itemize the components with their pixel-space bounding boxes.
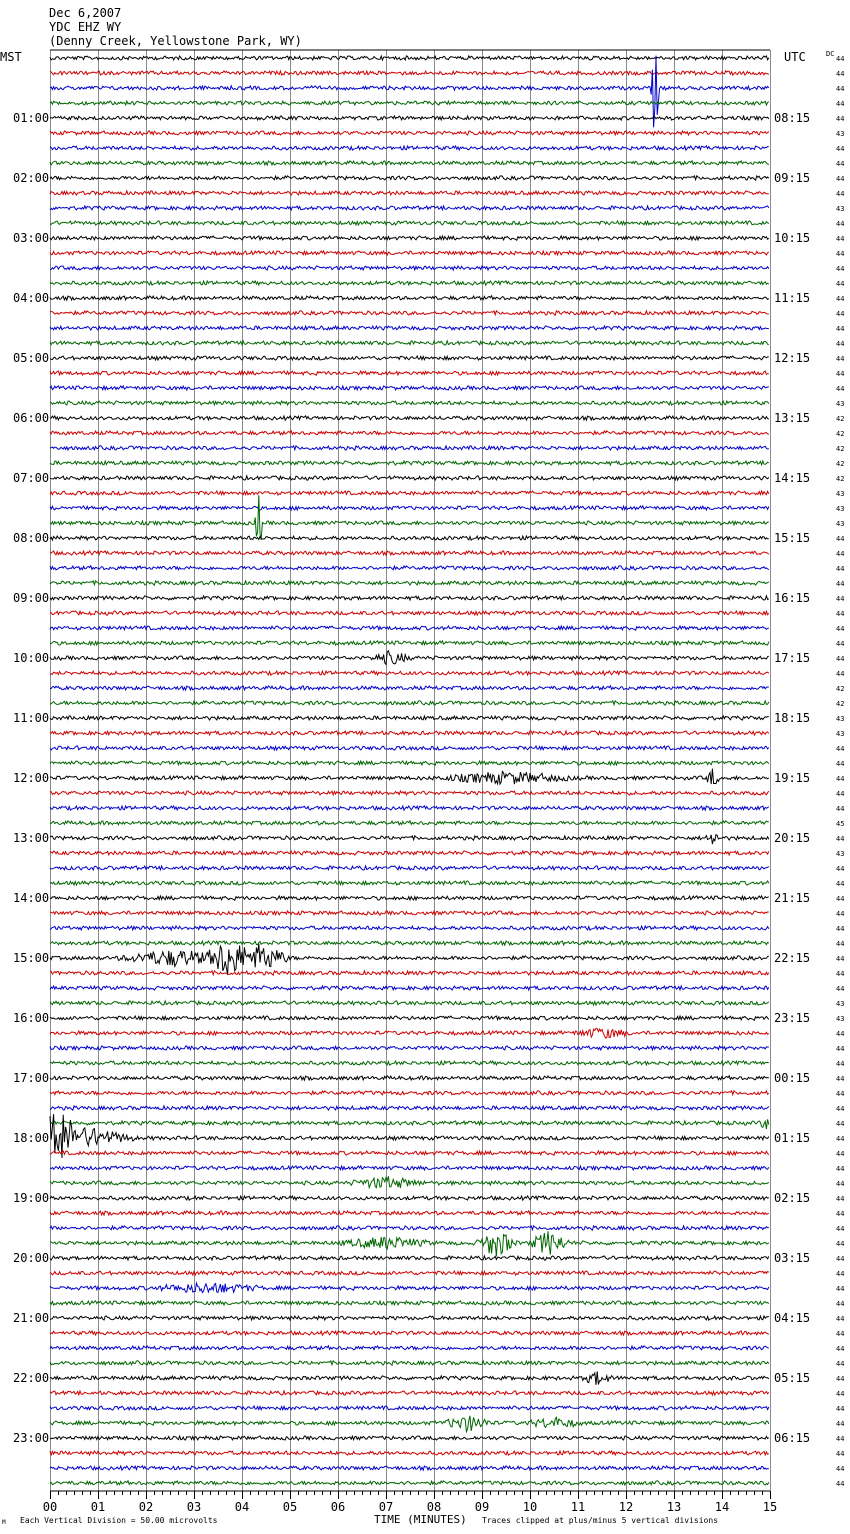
x-tick-label: 02 [138,1500,154,1514]
dc-value: 44 [836,235,845,243]
scale-note: Each Vertical Division = 50.00 microvolts [20,1516,218,1525]
seismic-trace [50,626,769,630]
dc-value: 44 [836,1210,845,1218]
mst-hour-label: 03:00 [13,231,50,245]
dc-value: 44 [836,970,845,978]
dc-value: 43 [836,400,845,408]
utc-hour-label: 03:15 [774,1251,811,1265]
dc-value: 44 [836,1240,845,1248]
corner-mark: M [2,1519,6,1526]
dc-value: 44 [836,1285,845,1293]
seismic-trace [50,1106,769,1110]
seismic-trace [50,1076,769,1080]
seismic-trace [50,806,769,810]
dc-value: 44 [836,1360,845,1368]
dc-value: 44 [836,1465,845,1473]
seismic-trace [50,596,769,600]
dc-value: 43 [836,730,845,738]
dc-value: 44 [836,1165,845,1173]
dc-value: 44 [836,325,845,333]
seismic-trace [50,1176,769,1188]
dc-value: 43 [836,505,845,513]
dc-value: 44 [836,1300,845,1308]
seismic-trace [50,641,769,645]
seismic-trace [50,566,769,570]
utc-hour-label: 23:15 [774,1011,811,1025]
x-tick-label: 08 [426,1500,442,1514]
dc-value: 44 [836,670,845,678]
dc-value: 42 [836,685,845,693]
mst-hour-label: 01:00 [13,111,50,125]
seismic-trace [50,1211,769,1215]
dc-value: 44 [836,175,845,183]
seismic-trace [50,1416,769,1432]
mst-hour-labels [13,111,49,1445]
utc-hour-label: 13:15 [774,411,811,425]
dc-value: 44 [836,1420,845,1428]
seismic-trace [50,56,769,128]
mst-hour-label: 12:00 [13,771,50,785]
seismic-trace [50,491,769,495]
dc-value: 44 [836,565,845,573]
dc-value: 44 [836,1030,845,1038]
dc-value: 44 [836,115,845,123]
utc-hour-labels [774,111,810,1445]
dc-value: 43 [836,1000,845,1008]
seismic-trace [50,686,769,690]
dc-value: 44 [836,535,845,543]
mst-hour-label: 09:00 [13,591,50,605]
seismic-trace [50,701,769,705]
seismic-trace [50,116,769,120]
utc-hour-label: 12:15 [774,351,811,365]
seismic-trace [50,835,769,844]
seismic-trace [50,1119,769,1129]
dc-value: 44 [836,370,845,378]
dc-value: 44 [836,895,845,903]
utc-hour-label: 00:15 [774,1071,811,1085]
seismic-trace [50,769,769,785]
dc-value: 44 [836,85,845,93]
x-tick-label: 05 [282,1500,298,1514]
seismic-trace [50,716,769,720]
utc-hour-label: 05:15 [774,1371,811,1385]
utc-hour-label: 17:15 [774,651,811,665]
dc-value: 44 [836,1255,845,1263]
dc-value: 44 [836,625,845,633]
seismic-trace [50,926,769,930]
time-axis [43,1491,777,1514]
dc-value: 44 [836,310,845,318]
dc-value: 44 [836,1315,845,1323]
seismic-trace [50,1166,769,1170]
dc-value: 44 [836,760,845,768]
dc-value: 44 [836,985,845,993]
header-station: YDC EHZ WY [49,20,122,34]
seismic-trace [50,761,769,765]
seismic-trace [50,446,769,450]
utc-hour-label: 16:15 [774,591,811,605]
utc-hour-label: 11:15 [774,291,811,305]
x-tick-label: 13 [666,1500,682,1514]
dc-value: 44 [836,1135,845,1143]
mst-hour-label: 18:00 [13,1131,50,1145]
seismic-trace [50,881,769,885]
seismic-trace [50,296,769,300]
mst-hour-label: 06:00 [13,411,50,425]
seismic-trace [50,1451,769,1455]
seismic-trace [50,1196,769,1200]
dc-value: 44 [836,1045,845,1053]
seismic-traces [50,56,769,1485]
seismic-trace [50,236,769,240]
x-tick-label: 14 [714,1500,730,1514]
seismic-trace [50,791,769,795]
mst-hour-label: 23:00 [13,1431,50,1445]
dc-value: 44 [836,640,845,648]
utc-hour-label: 02:15 [774,1191,811,1205]
seismic-trace [50,1466,769,1470]
mst-hour-label: 10:00 [13,651,50,665]
dc-value: 44 [836,250,845,258]
seismic-trace [50,206,769,210]
dc-label: DC [826,50,835,58]
mst-hour-label: 08:00 [13,531,50,545]
seismic-trace [50,326,769,330]
dc-value: 44 [836,340,845,348]
seismic-trace [50,416,769,420]
seismic-trace [50,131,769,135]
utc-hour-label: 18:15 [774,711,811,725]
seismic-trace [50,731,769,735]
seismic-trace [50,896,769,900]
seismic-trace [50,401,769,405]
dc-value: 44 [836,790,845,798]
utc-hour-label: 01:15 [774,1131,811,1145]
seismic-trace [50,651,769,665]
seismic-trace [50,251,769,255]
utc-hour-label: 20:15 [774,831,811,845]
x-tick-label: 09 [474,1500,490,1514]
dc-value: 44 [836,1120,845,1128]
seismic-trace [50,1371,769,1384]
seismic-trace [50,1256,769,1260]
x-tick-label: 06 [330,1500,346,1514]
dc-value: 44 [836,1195,845,1203]
dc-value: 43 [836,1015,845,1023]
dc-value: 44 [836,1330,845,1338]
seismic-trace [50,536,769,540]
dc-value: 44 [836,145,845,153]
dc-value: 44 [836,1150,845,1158]
header-date: Dec 6,2007 [49,6,122,20]
seismic-trace [50,941,769,945]
dc-value: 44 [836,190,845,198]
seismic-trace [50,746,769,750]
dc-value: 44 [836,1075,845,1083]
dc-value: 44 [836,1480,845,1488]
header-location: (Denny Creek, Yellowstone Park, WY) [49,34,302,48]
dc-value: 44 [836,385,845,393]
seismic-trace [50,1061,769,1065]
seismic-trace [50,971,769,975]
dc-value: 44 [836,265,845,273]
dc-value: 42 [836,430,845,438]
mst-hour-label: 22:00 [13,1371,50,1385]
seismic-trace [50,671,769,675]
dc-value: 44 [836,1375,845,1383]
dc-value: 44 [836,1390,845,1398]
dc-value: 44 [836,100,845,108]
mst-hour-label: 04:00 [13,291,50,305]
mst-hour-label: 19:00 [13,1191,50,1205]
dc-value: 44 [836,1405,845,1413]
seismic-trace [50,461,769,465]
seismic-trace [50,495,769,540]
seismic-trace [50,1346,769,1350]
seismic-trace [50,551,769,555]
x-tick-label: 00 [42,1500,58,1514]
dc-value: 43 [836,130,845,138]
seismic-trace [50,71,769,75]
seismic-trace [50,476,769,480]
seismic-trace [50,311,769,315]
seismic-trace [50,266,769,270]
seismic-trace [50,581,769,585]
x-tick-label: 03 [186,1500,202,1514]
seismic-trace [50,101,769,105]
dc-value: 44 [836,295,845,303]
dc-value: 44 [836,1225,845,1233]
mst-hour-label: 07:00 [13,471,50,485]
seismic-trace [50,911,769,915]
mst-hour-label: 02:00 [13,171,50,185]
seismic-trace [50,1151,769,1155]
mst-hour-label: 20:00 [13,1251,50,1265]
dc-value: 44 [836,655,845,663]
seismic-trace [50,1406,769,1410]
utc-hour-label: 08:15 [774,111,811,125]
x-tick-label: 04 [234,1500,250,1514]
dc-value: 43 [836,850,845,858]
seismic-trace [50,1028,769,1038]
seismic-trace [50,1016,769,1020]
utc-hour-label: 21:15 [774,891,811,905]
mst-hour-label: 16:00 [13,1011,50,1025]
seismic-trace [50,1361,769,1365]
seismic-trace [50,281,769,285]
dc-value: 42 [836,460,845,468]
utc-hour-label: 10:15 [774,231,811,245]
dc-value: 44 [836,220,845,228]
dc-value: 44 [836,595,845,603]
dc-value: 42 [836,700,845,708]
seismic-trace [50,341,769,345]
dc-value: 44 [836,1090,845,1098]
dc-value: 44 [836,745,845,753]
dc-value: 44 [836,160,845,168]
seismic-trace [50,176,769,180]
seismic-trace [50,191,769,195]
dc-value: 44 [836,1345,845,1353]
x-tick-label: 01 [90,1500,106,1514]
seismic-trace [50,431,769,435]
utc-hour-label: 14:15 [774,471,811,485]
utc-hour-label: 22:15 [774,951,811,965]
utc-hour-label: 06:15 [774,1431,811,1445]
x-tick-label: 11 [570,1500,586,1514]
mst-hour-label: 11:00 [13,711,50,725]
dc-value: 42 [836,475,845,483]
dc-value: 44 [836,775,845,783]
seismic-trace [50,371,769,375]
dc-value: 42 [836,415,845,423]
dc-value: 44 [836,1435,845,1443]
x-tick-label: 10 [522,1500,538,1514]
seismic-trace [50,221,769,225]
seismic-trace [50,1331,769,1335]
dc-value: 44 [836,865,845,873]
seismic-trace [50,356,769,360]
seismic-trace [50,821,769,825]
dc-value: 43 [836,490,845,498]
utc-hour-label: 04:15 [774,1311,811,1325]
dc-value: 45 [836,820,845,828]
mst-hour-label: 17:00 [13,1071,50,1085]
utc-hour-label: 09:15 [774,171,811,185]
seismic-trace [50,386,769,390]
x-axis-label: TIME (MINUTES) [374,1513,467,1526]
dc-value: 44 [836,910,845,918]
utc-hour-label: 15:15 [774,531,811,545]
dc-value: 44 [836,955,845,963]
dc-value: 44 [836,835,845,843]
dc-value: 44 [836,580,845,588]
seismic-trace [50,506,769,510]
seismic-trace [50,1091,769,1095]
seismic-trace [50,161,769,165]
dc-value: 44 [836,55,845,63]
seismic-trace [50,1283,769,1293]
mst-hour-label: 15:00 [13,951,50,965]
right-axis-title: UTC [784,50,806,64]
seismic-trace [50,1046,769,1050]
left-axis-title: MST [0,50,22,64]
mst-hour-label: 14:00 [13,891,50,905]
dc-offset-labels [836,55,844,1488]
seismic-trace [50,1316,769,1320]
utc-hour-label: 19:15 [774,771,811,785]
x-tick-label: 15 [762,1500,778,1514]
seismic-trace [50,146,769,150]
dc-value: 44 [836,280,845,288]
seismic-trace [50,1481,769,1485]
dc-value: 42 [836,445,845,453]
dc-value: 44 [836,610,845,618]
mst-hour-label: 05:00 [13,351,50,365]
dc-value: 44 [836,805,845,813]
seismic-trace [50,866,769,870]
dc-value: 44 [836,1450,845,1458]
seismic-trace [50,1391,769,1395]
seismic-trace [50,986,769,990]
seismic-trace [50,1301,769,1305]
seismic-trace [50,944,769,975]
dc-value: 44 [836,1180,845,1188]
x-tick-label: 12 [618,1500,634,1514]
x-tick-label: 07 [378,1500,394,1514]
seismic-trace [50,611,769,615]
seismic-trace [50,1001,769,1005]
seismic-trace [50,1271,769,1275]
dc-value: 44 [836,355,845,363]
seismic-trace [50,1231,769,1256]
dc-value: 43 [836,520,845,528]
dc-value: 44 [836,1270,845,1278]
dc-value: 44 [836,940,845,948]
dc-value: 44 [836,880,845,888]
dc-value: 44 [836,550,845,558]
seismic-trace [50,56,769,60]
dc-value: 44 [836,70,845,78]
clip-note: Traces clipped at plus/minus 5 vertical divisions [482,1516,719,1525]
dc-value: 44 [836,1105,845,1113]
seismic-trace [50,1226,769,1230]
mst-hour-label: 21:00 [13,1311,50,1325]
seismic-trace [50,1436,769,1440]
dc-value: 44 [836,925,845,933]
mst-hour-label: 13:00 [13,831,50,845]
dc-value: 43 [836,205,845,213]
dc-value: 44 [836,1060,845,1068]
dc-value: 43 [836,715,845,723]
seismic-trace [50,851,769,855]
